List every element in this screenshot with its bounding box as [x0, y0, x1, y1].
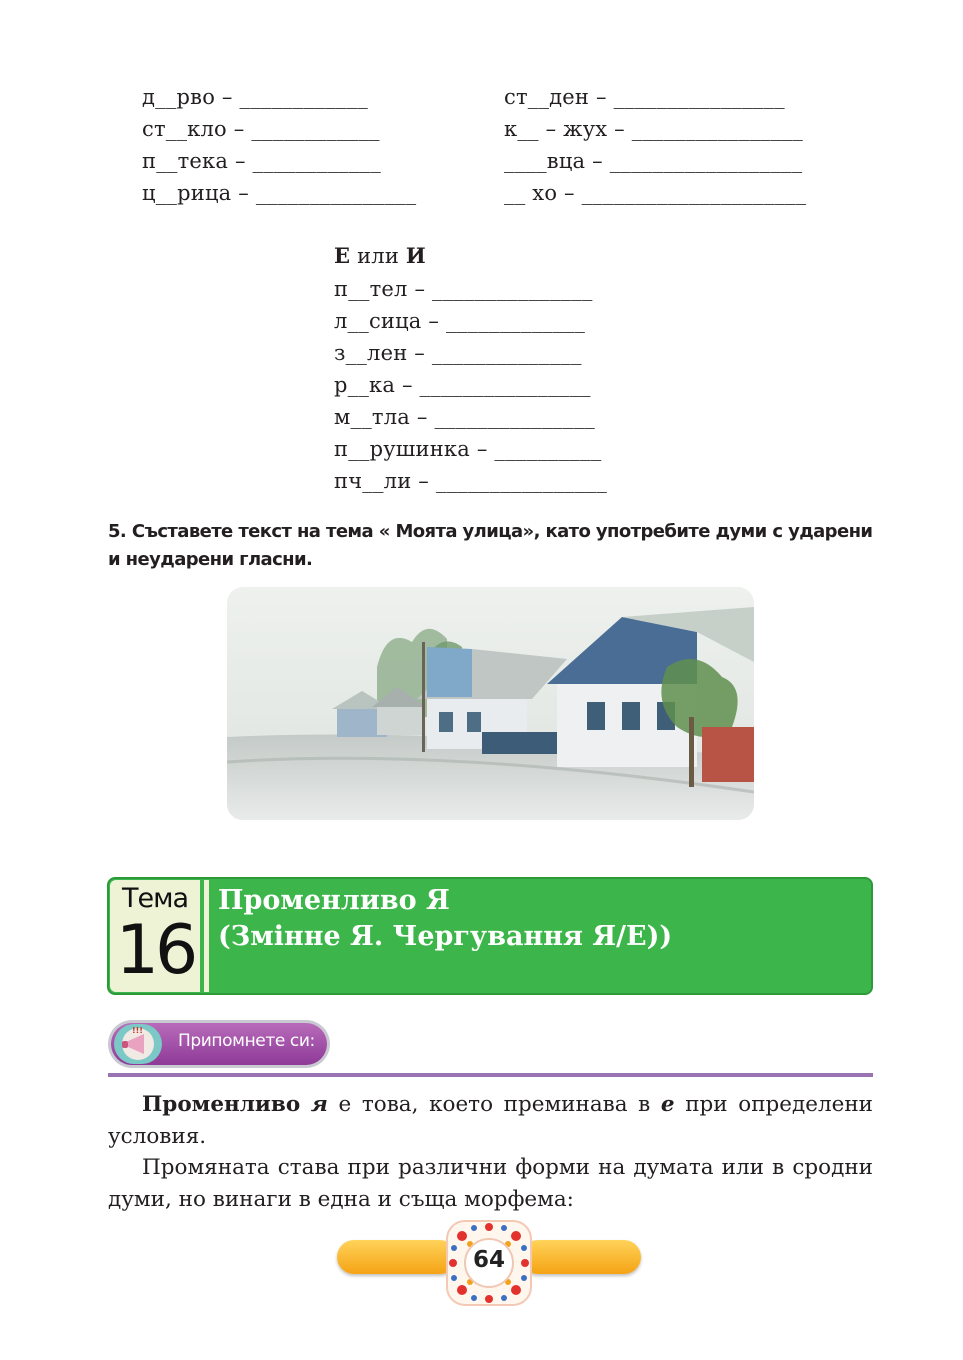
footer-bar-left — [337, 1240, 457, 1274]
e-or-i-heading — [334, 243, 426, 269]
theme-title-line-1: Променливо Я — [218, 885, 450, 916]
exercise-line: ц__рица – _______________ — [142, 181, 417, 205]
theme-word: Тема — [121, 883, 189, 914]
theme-number: 16 — [115, 911, 195, 990]
section-rule — [108, 1073, 873, 1077]
rule-paragraph-2: Промяната става при различни форми на думата или в сродни думи, но винаги в една и съща морфема: — [108, 1155, 873, 1212]
task-5-instruction: 5. Съставете текст на тема « Моята улица», като употребите думи с ударени и неударени гласни. — [108, 521, 873, 570]
exercise-line: к__ – жух – ________________ — [504, 117, 803, 141]
paragraph-1-middle: е това, което преминава в — [327, 1092, 661, 1117]
connector-or: или — [350, 244, 406, 268]
exercise-line: д__рво – ____________ — [142, 85, 368, 109]
exercise-line: п__тека – ____________ — [142, 149, 381, 173]
paragraph-1-end: при определени условия. — [108, 1092, 874, 1149]
exercise-line: ____вца – __________________ — [504, 149, 803, 173]
theme-divider — [204, 880, 209, 992]
letter-e: Е — [334, 243, 351, 268]
term-letter: я — [310, 1092, 328, 1117]
exercise-line: л__сица – _____________ — [334, 309, 586, 333]
page-number: 64 — [472, 1247, 505, 1273]
megaphone-icon — [114, 1024, 162, 1064]
exercise-line: р__ка – ________________ — [334, 373, 591, 397]
exercise-line: __ хо – _____________________ — [504, 181, 807, 205]
term-word: Променливо — [142, 1092, 301, 1117]
recall-label: Припомнете си: — [178, 1031, 315, 1051]
footer-bar-right — [521, 1240, 641, 1274]
exercise-line: м__тла – _______________ — [334, 405, 595, 429]
exercise-line: п__рушинка – __________ — [334, 437, 602, 461]
exercise-line: ст__кло – ____________ — [142, 117, 380, 141]
street-watercolor-illustration — [227, 587, 754, 820]
exercise-line: п__тел – _______________ — [334, 277, 593, 301]
exercise-line: пч__ли – ________________ — [334, 469, 608, 493]
theme-title — [218, 883, 672, 955]
theme-title-line-2: (Змінне Я. Чергування Я/Е)) — [218, 921, 673, 952]
exclamation-marks: !!! — [132, 1026, 143, 1035]
exercise-line: з__лен – ______________ — [334, 341, 582, 365]
target-letter: е — [660, 1092, 675, 1117]
letter-i: И — [405, 243, 426, 268]
exercise-line: ст__ден – ________________ — [504, 85, 785, 109]
rule-paragraph-1 — [108, 1089, 873, 1153]
